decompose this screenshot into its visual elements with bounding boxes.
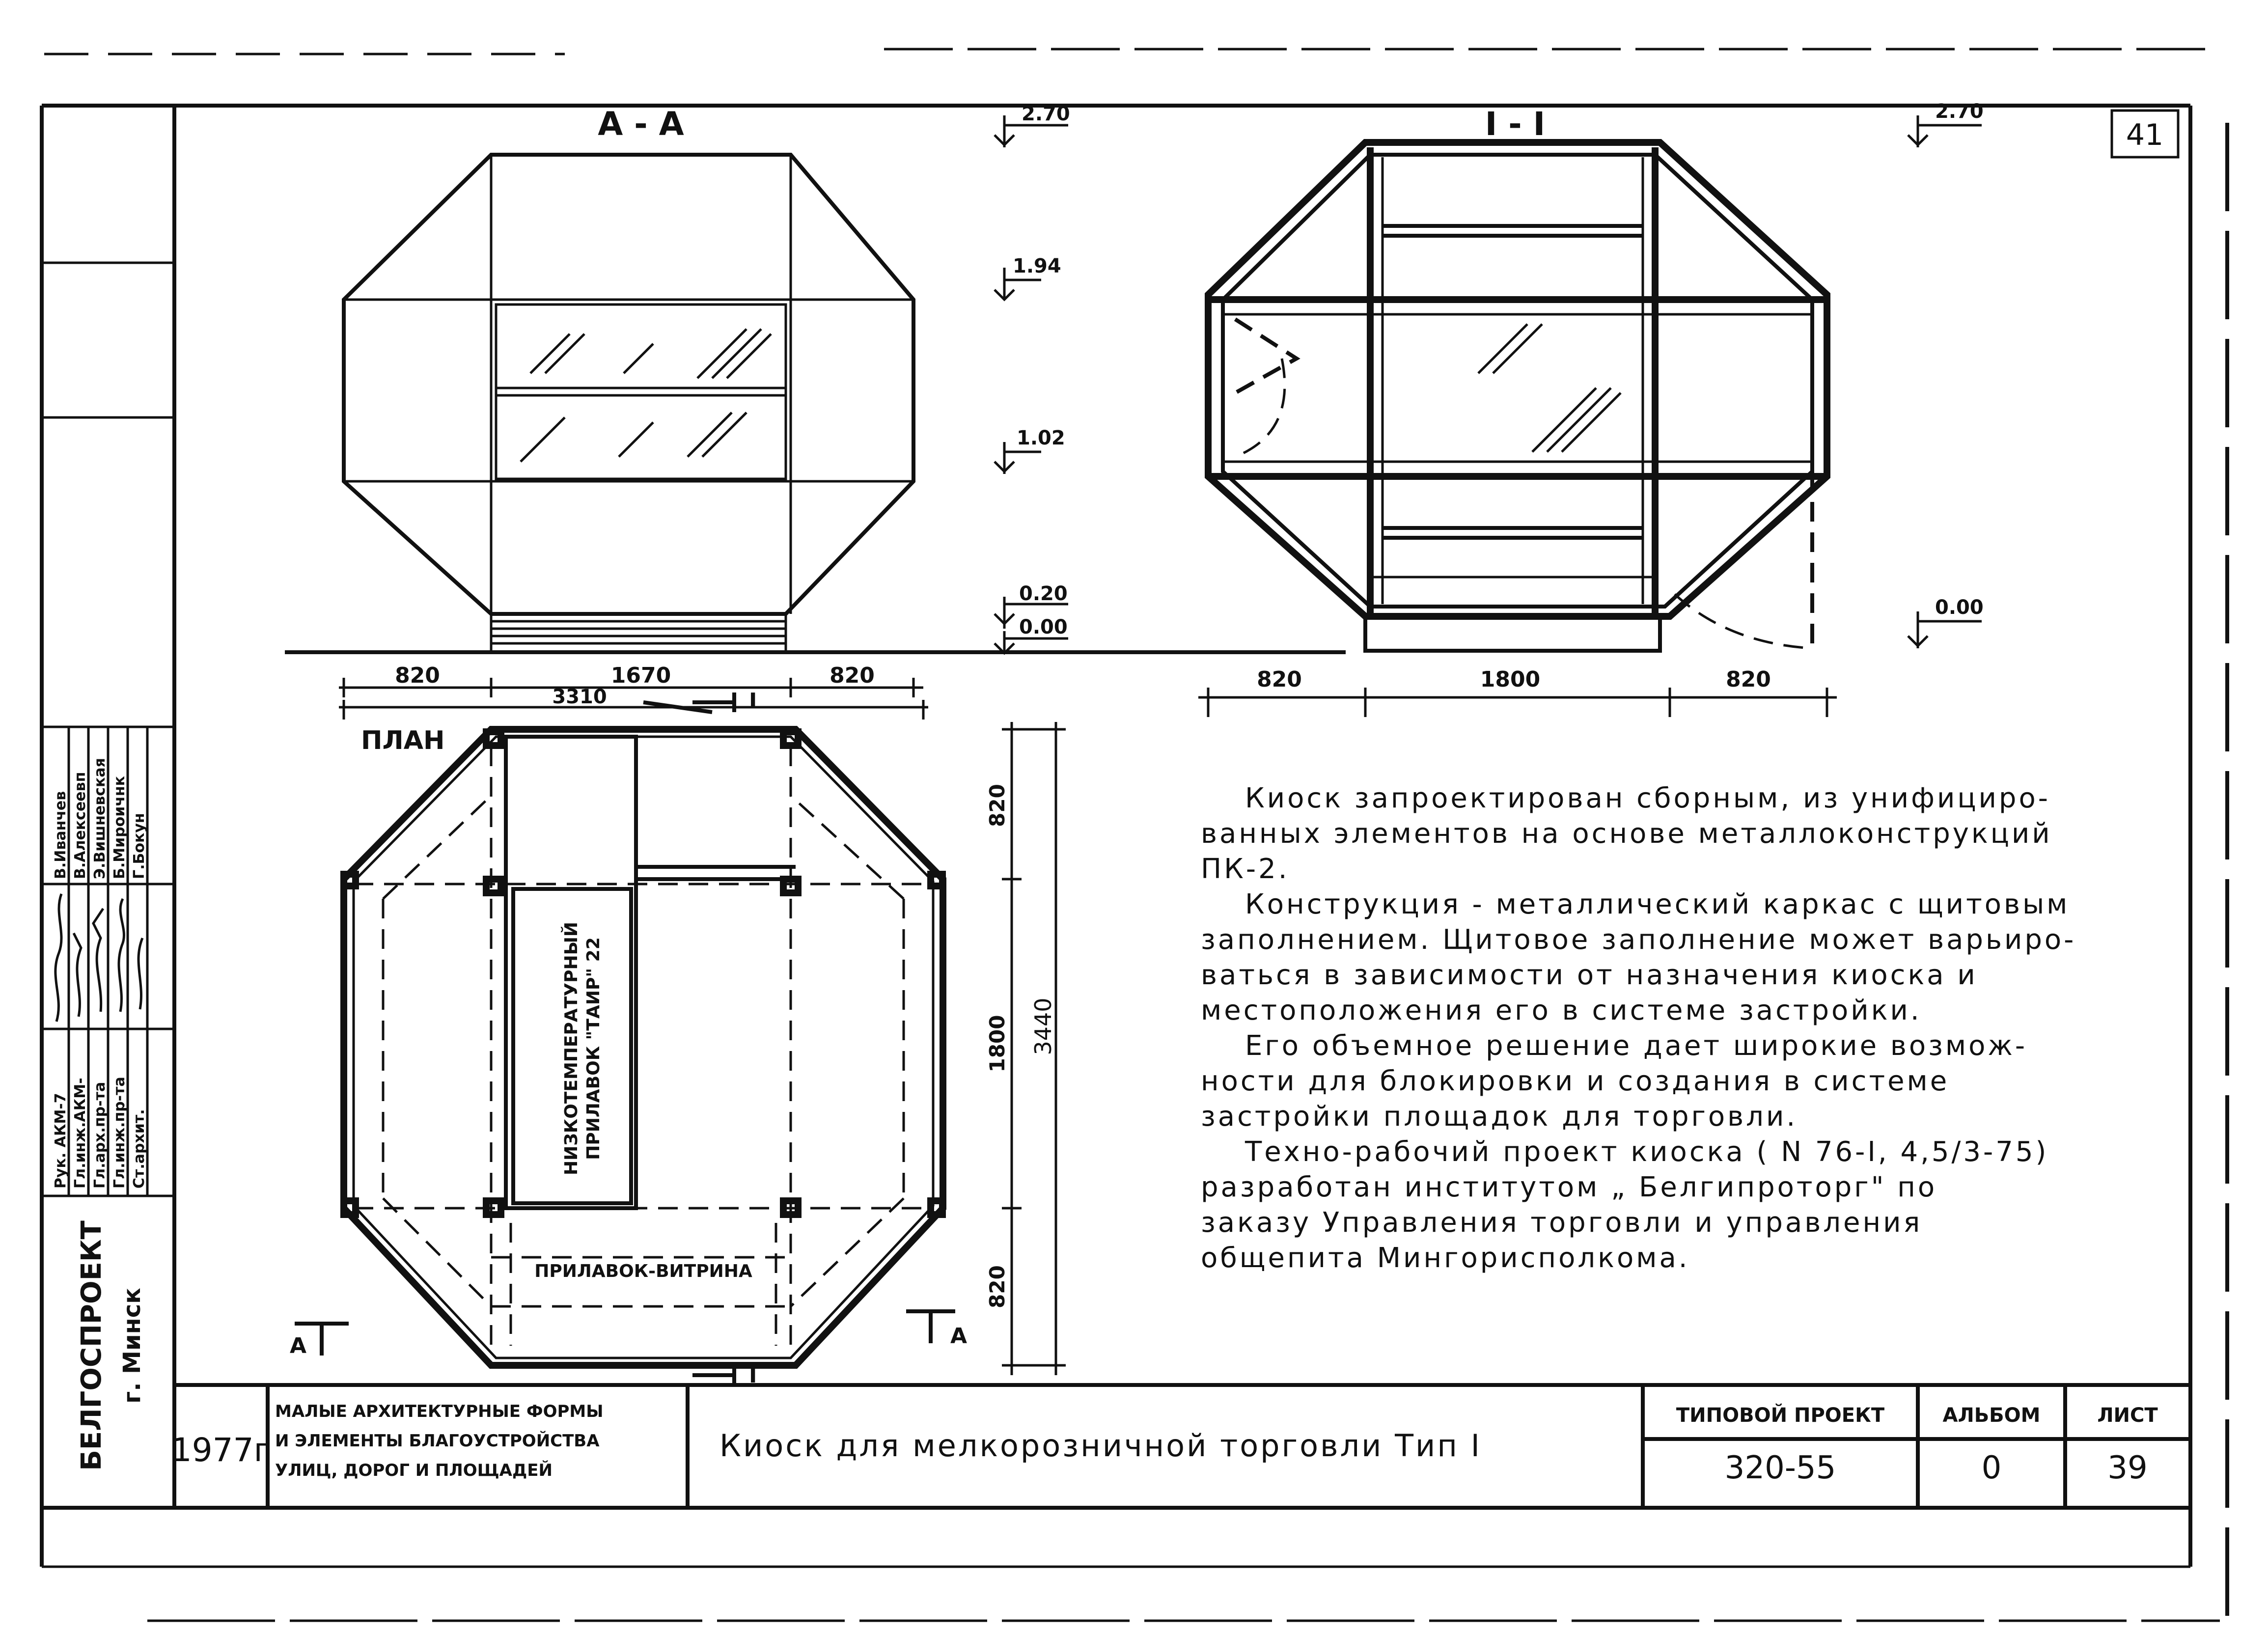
level-a-270: 2.70 [1022, 103, 1070, 125]
name-5: Г.Бокун [131, 813, 148, 879]
project-label: ТИПОВОЙ ПРОЕКТ [1676, 1404, 1885, 1427]
description-line: местоположения его в системе застройки. [1201, 995, 1922, 1026]
level-marks-a [995, 115, 1068, 653]
description-line: Конструкция - металлический каркас с щитовым [1245, 888, 2070, 920]
album-label: АЛЬБОМ [1942, 1404, 2041, 1427]
project-value: 320-55 [1724, 1450, 1836, 1486]
sheet-value: 39 [2107, 1450, 2148, 1486]
name-2: В.Алексеевп [72, 772, 89, 879]
section-a-a-title: А - А [598, 105, 684, 143]
description-line: ваться в зависимости от назначения киоска и [1201, 959, 1978, 991]
dim-plan-bottom: 820 [985, 1265, 1009, 1308]
role-3: Гл.арх.пр-та [91, 1081, 109, 1189]
section-i-i [1208, 105, 1827, 651]
sheet-number-box [2112, 111, 2178, 157]
base-plinth [491, 614, 786, 651]
dim-a-total: 3310 [552, 686, 607, 708]
dim-a-left: 820 [395, 663, 440, 688]
description-line: застройки площадок для торговли. [1201, 1101, 1798, 1133]
dim-a-right: 820 [830, 663, 875, 688]
album-value: 0 [1981, 1450, 2002, 1486]
plan-title: ПЛАН [361, 726, 445, 755]
role-5: Ст.архит. [131, 1109, 148, 1189]
section-i-i-title: I - I [1485, 105, 1546, 143]
signature-strip [42, 263, 174, 1196]
title-year: 1977г [171, 1431, 271, 1469]
sheet-number: 41 [2126, 118, 2164, 152]
series-line2: И ЭЛЕМЕНТЫ БЛАГОУСТРОЙСТВА [275, 1431, 600, 1451]
fridge-label-line2: ПРИЛАВОК "ТАИР" 22 [583, 937, 604, 1160]
name-1: В.Иванчев [52, 791, 69, 879]
counter-label: ПРИЛАВОК-ВИТРИНА [534, 1261, 752, 1281]
description-line: ванных элементов на основе металлоконструкций ПК-2. [1201, 818, 2052, 885]
dims-i [1198, 688, 1837, 717]
dim-a-mid: 1670 [610, 663, 671, 688]
role-1: Рук. АКМ-7 [52, 1093, 69, 1189]
dim-i-mid: 1800 [1480, 667, 1541, 692]
cut-i-top: I [749, 689, 757, 714]
drawing-title: Киоск для мелкорозничной торговли Тип I [719, 1428, 1482, 1464]
level-i-000: 0.00 [1935, 596, 1984, 619]
description-line: заполнением. Щитовое заполнение может варьиро- [1201, 924, 2076, 956]
signature-names [52, 758, 148, 879]
glazing-hatch-i [1478, 324, 1621, 452]
description-line: разработан институтом „ Белгипроторг" по [1201, 1171, 1937, 1203]
fridge-label-line1: НИЗКОТЕМПЕРАТУРНЫЙ [561, 921, 581, 1176]
org-name: БЕЛГОСПРОЕКТ [76, 1220, 108, 1471]
sheet-label: ЛИСТ [2097, 1404, 2158, 1427]
dim-plan-top: 820 [985, 784, 1009, 827]
series-line3: УЛИЦ, ДОРОГ И ПЛОЩАДЕЙ [275, 1461, 553, 1480]
description-text [1201, 781, 2149, 1276]
cut-a-left: А [290, 1333, 307, 1358]
level-marks-i [1908, 115, 1982, 648]
description-line: Техно-рабочий проект киоска ( N 76-I, 4,5/3-75) [1245, 1136, 2049, 1168]
level-i-270: 2.70 [1935, 100, 1984, 123]
plan [344, 726, 943, 1365]
cut-i-bottom: I [749, 1363, 757, 1388]
description-line: общепита Мингорисполкома. [1201, 1242, 1690, 1274]
org-city: г. Минск [118, 1288, 146, 1404]
dim-plan-total: 3440 [1030, 997, 1056, 1055]
dim-i-right: 820 [1726, 667, 1771, 692]
section-a-a [285, 105, 1346, 652]
level-a-102: 1.02 [1017, 427, 1065, 449]
name-4: Б.Мироичнк [111, 776, 128, 879]
name-3: Э.Вишневская [91, 758, 109, 879]
description-line: Его объемное решение дает широкие возмож- [1245, 1030, 2028, 1062]
series-line1: МАЛЫЕ АРХИТЕКТУРНЫЕ ФОРМЫ [275, 1402, 604, 1421]
description-line: Киоск запроектирован сборным, из унифициро- [1245, 782, 2050, 814]
role-2: Гл.инж.АКМ- [72, 1078, 89, 1189]
level-a-194: 1.94 [1013, 255, 1061, 277]
dim-i-left: 820 [1257, 667, 1302, 692]
dim-plan-mid: 1800 [985, 1015, 1009, 1073]
description-line: заказу Управления торговли и управления [1201, 1207, 1923, 1239]
role-4: Гл.инж.пр-та [111, 1077, 128, 1189]
signature-roles [52, 1077, 148, 1189]
level-a-000: 0.00 [1019, 616, 1068, 638]
cut-a-right: А [950, 1324, 968, 1349]
description-line: ности для блокировки и создания в системе [1201, 1065, 1950, 1097]
level-a-020: 0.20 [1019, 582, 1068, 605]
